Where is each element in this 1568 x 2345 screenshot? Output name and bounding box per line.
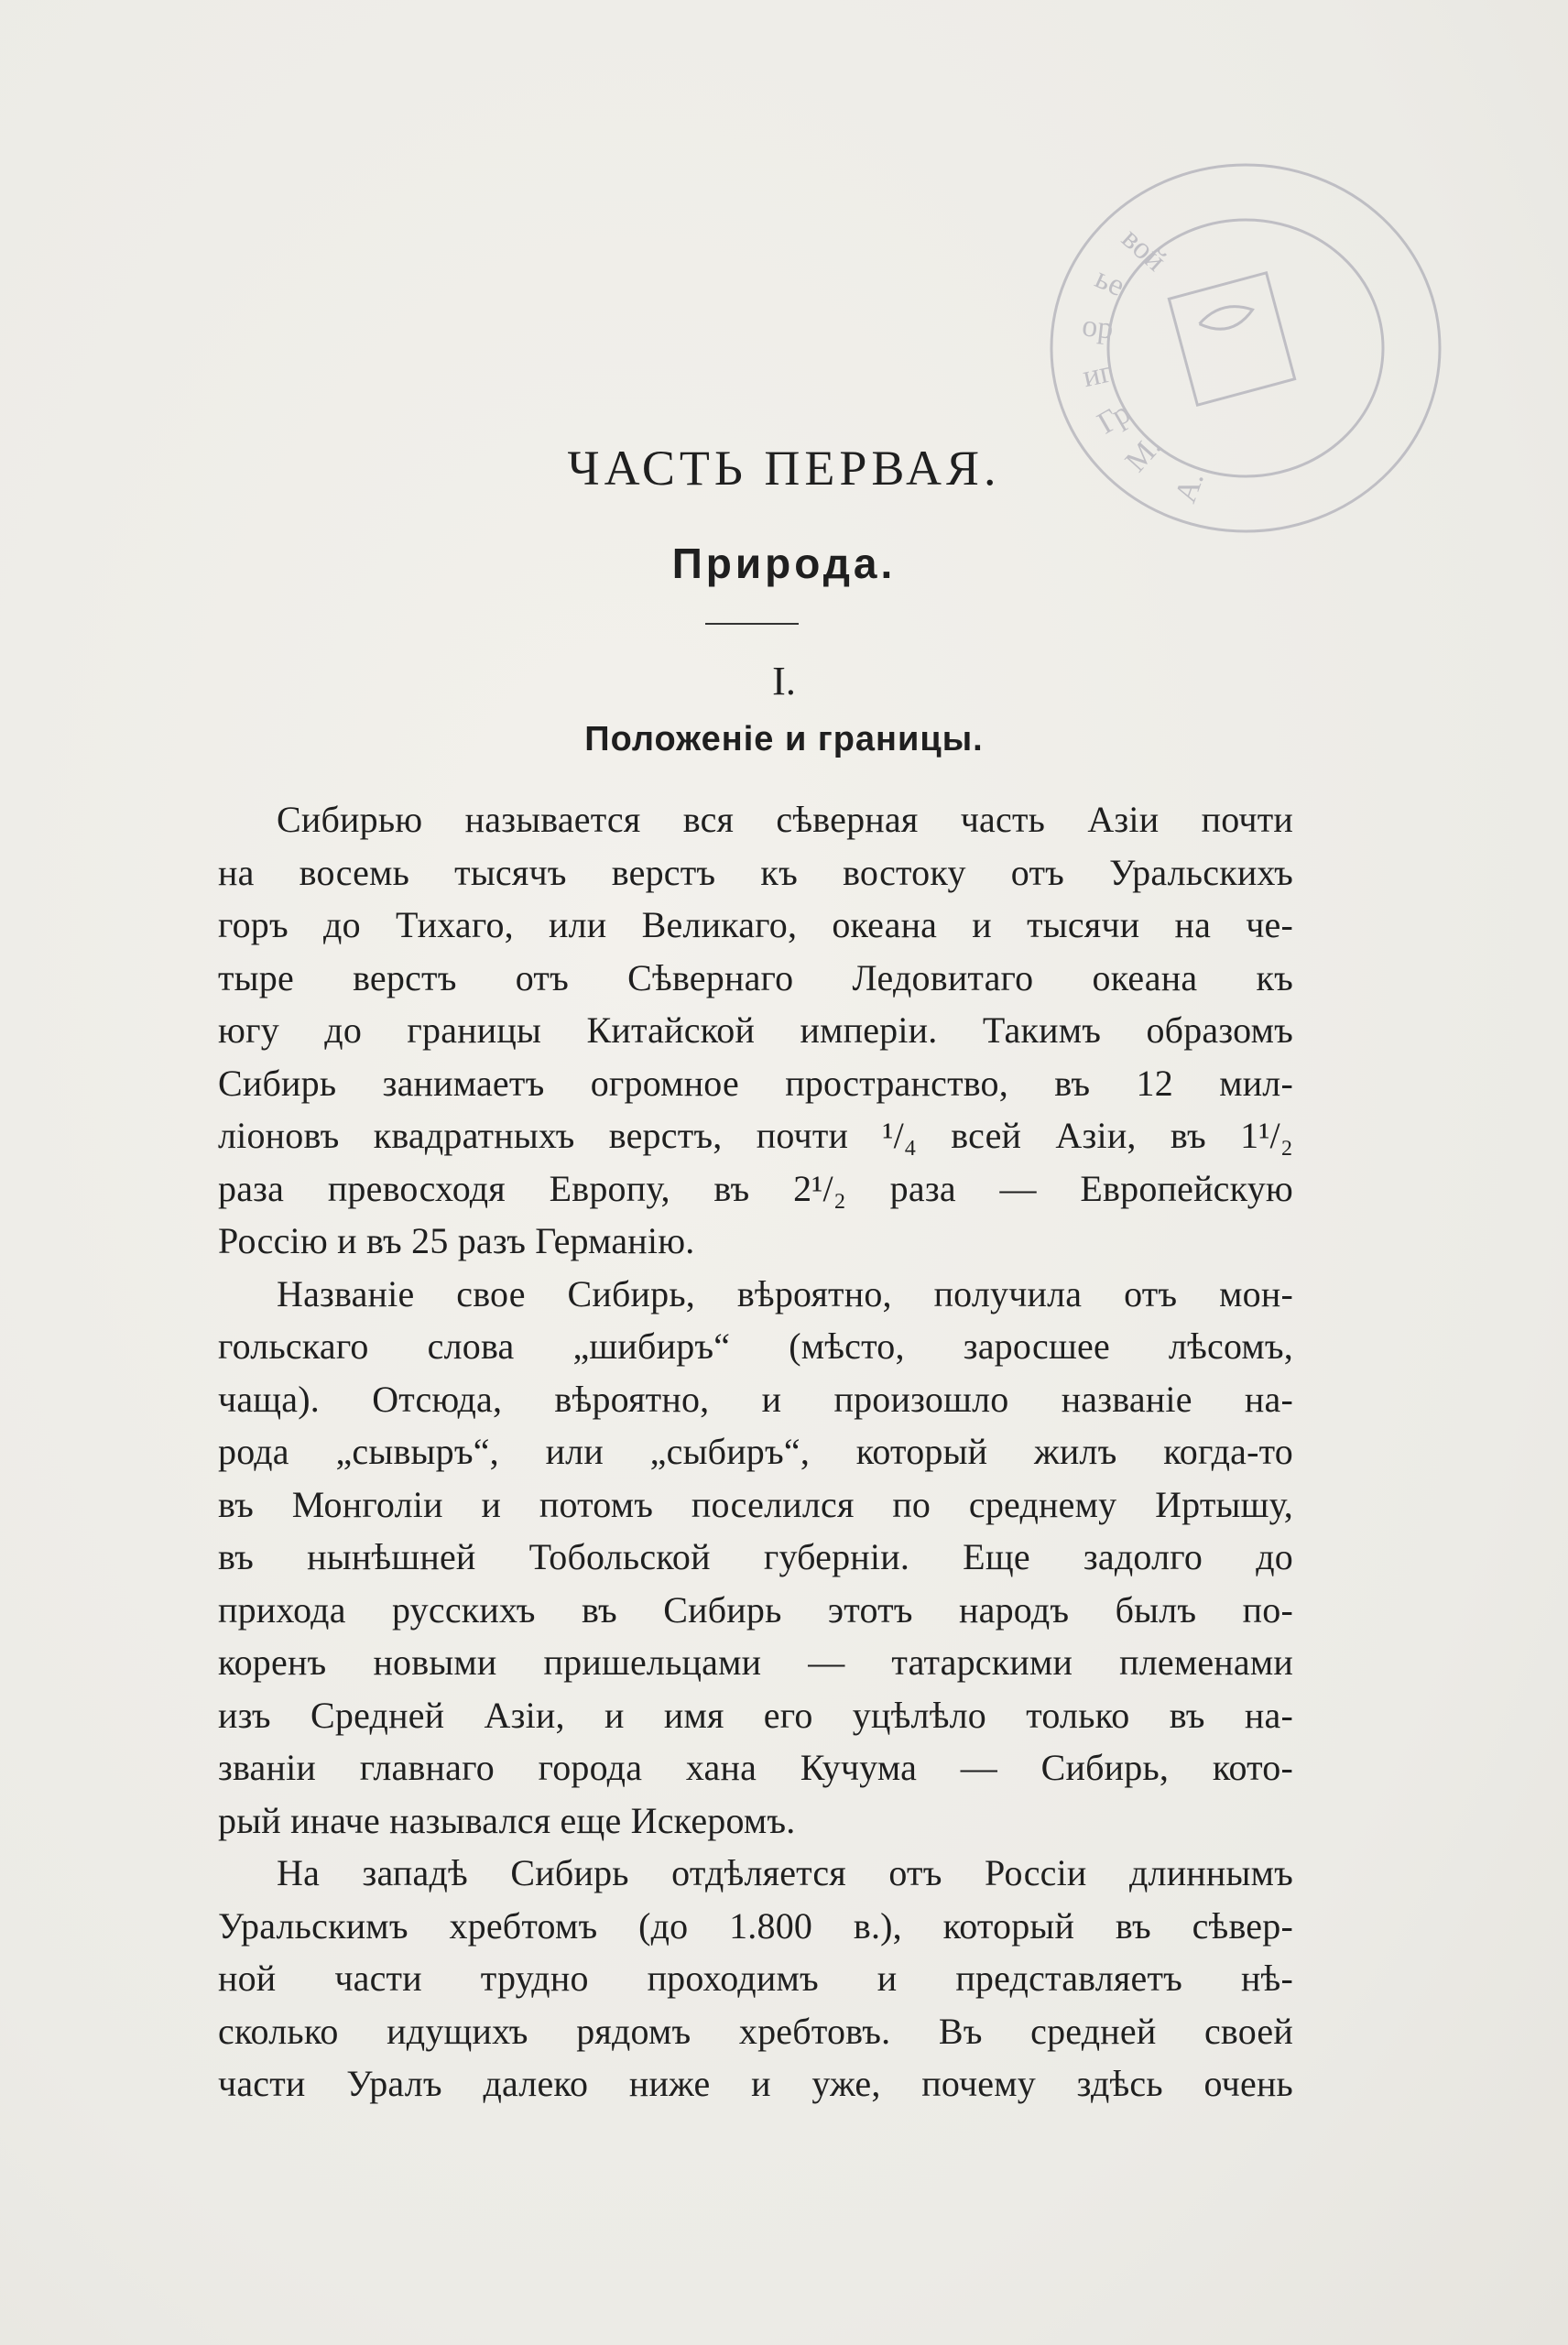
text-line: рый иначе назывался еще Искеромъ.: [218, 1799, 796, 1841]
text-line: ной части трудно проходимъ и представляетъ нѣ-: [218, 1958, 1293, 1999]
text-line: Названіе свое Сибирь, вѣроятно, получила отъ мон-: [277, 1272, 1293, 1314]
text-line: чаща). Отсюда, вѣроятно, и произошло названіе на-: [218, 1378, 1293, 1420]
svg-text:Гр: Гр: [1092, 395, 1137, 442]
chapter-title: Положеніе и границы.: [584, 720, 984, 758]
text-line: горъ до Тихаго, или Великаго, океана и тысячи на че-: [218, 904, 1293, 945]
section-title: Природа.: [671, 540, 897, 587]
svg-text:ор: ор: [1080, 309, 1116, 346]
text-line: коренъ новыми пришельцами — татарскими племенами: [218, 1642, 1293, 1683]
text-line: въ Монголіи и потомъ поселился по среднему Иртышу,: [218, 1483, 1293, 1525]
text-line: Сибирь занимаетъ огромное пространство, въ 12 мил-: [218, 1062, 1293, 1104]
text-line: Сибирью называется вся сѣверная часть Азіи почти: [277, 799, 1293, 840]
text-line: Уральскимъ хребтомъ (до 1.800 в.), который въ сѣвер-: [218, 1904, 1293, 1947]
chapter-number: I.: [772, 659, 796, 704]
text-line: изъ Средней Азіи, и имя его уцѣлѣло только въ на-: [218, 1694, 1293, 1736]
title-divider: [705, 623, 799, 625]
text-line: гольскаго слова „шибиръ“ (мѣсто, заросшее лѣсомъ,: [218, 1325, 1293, 1367]
body-text: [218, 793, 1293, 2110]
text-line: На западѣ Сибирь отдѣляется отъ Россіи длиннымъ: [277, 1852, 1293, 1893]
text-line: тыре верстъ отъ Сѣвернаго Ледовитаго океана къ: [218, 956, 1293, 998]
text-line: въ нынѣшней Тобольской губерніи. Еще задолго до: [218, 1536, 1293, 1577]
text-line: Россію и въ 25 разъ Германію.: [218, 1220, 695, 1261]
text-line: раза превосходя Европу, въ 2¹/₂ раза — Европейскую: [218, 1167, 1293, 1209]
svg-text:вой: вой: [1115, 221, 1173, 278]
svg-text:А.: А.: [1168, 466, 1211, 507]
part-title: ЧАСТЬ ПЕРВАЯ.: [567, 441, 1001, 496]
svg-text:иг: иг: [1079, 354, 1116, 395]
text-line: югу до границы Китайской имперіи. Такимъ образомъ: [218, 1009, 1293, 1051]
text-line: прихода русскихъ въ Сибирь этотъ народъ былъ по-: [218, 1588, 1293, 1631]
svg-text:М.: М.: [1118, 429, 1169, 479]
text-line: ліоновъ квадратныхъ верстъ, почти ¹/₄ всей Азіи, въ 1¹/₂: [218, 1115, 1293, 1156]
text-line: на восемь тысячъ верстъ къ востоку отъ Уральскихъ: [218, 851, 1293, 893]
text-line: рода „сывыръ“, или „сыбиръ“, который жилъ когда-то: [218, 1431, 1293, 1472]
text-line: званіи главнаго города хана Кучума — Сибирь, кото-: [218, 1747, 1293, 1788]
svg-text:ье: ье: [1090, 260, 1130, 304]
text-line: сколько идущихъ рядомъ хребтовъ. Въ средней своей: [218, 2010, 1293, 2052]
text-line: части Уралъ далеко ниже и уже, почему здѣсь очень: [218, 2063, 1293, 2104]
